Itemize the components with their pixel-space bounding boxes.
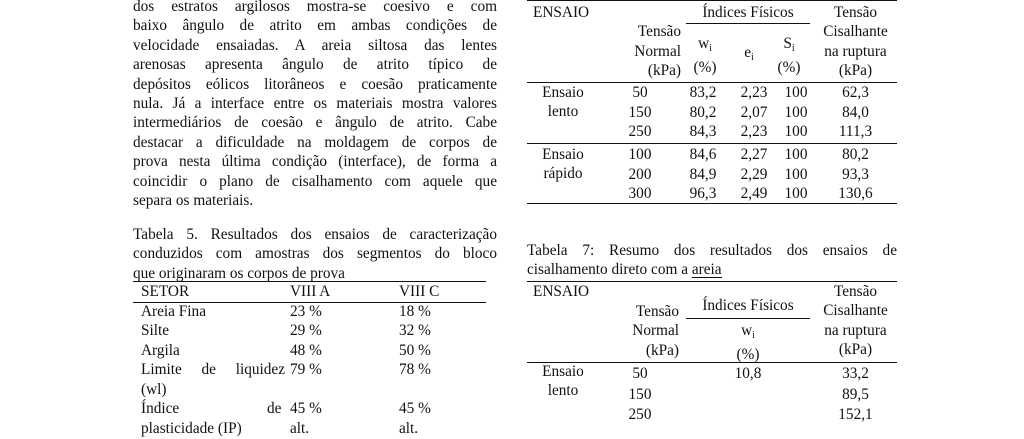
left-column bbox=[133, 0, 497, 210]
paragraph-line: arenosas apresenta ângulo de atrito típico de bbox=[133, 56, 497, 74]
paragraph-line: nula. Já a interface entre os materiais mostra valores bbox=[133, 95, 497, 113]
row-label: de bbox=[267, 400, 282, 418]
table-row: 200 84,9 2,29 100 93,3 bbox=[628, 165, 869, 183]
header-tensao-normal: Tensão Normal (kPa) bbox=[632, 303, 679, 359]
table-row: 50 83,2 2,23 100 62,3 bbox=[632, 84, 869, 101]
cell-viii-a: 29 % bbox=[290, 322, 322, 340]
header-ei: $e_i$ bbox=[744, 44, 754, 63]
table6-group2-rows bbox=[609, 145, 897, 204]
table-row bbox=[133, 360, 486, 399]
group-label-rapido: Ensaio rápido bbox=[542, 146, 584, 183]
cell-viii-a: 23 % bbox=[290, 303, 322, 320]
paragraph-line: destacar a dificuldade na moldagem de corpos de bbox=[133, 133, 497, 151]
body-paragraph bbox=[133, 0, 497, 210]
header-wi: $w_i$ (%) bbox=[693, 35, 717, 77]
paragraph-line: velocidade ensaiadas. A areia siltosa das lentes bbox=[133, 36, 497, 54]
table6-top-rule bbox=[527, 0, 897, 1]
table6-group1-rows bbox=[609, 83, 897, 142]
table-row bbox=[133, 302, 486, 321]
cell-viii-c: 50 % bbox=[399, 341, 431, 359]
header-tensao-cisalhante: Tensão Cisalhante na ruptura (kPa) bbox=[823, 283, 888, 359]
table5-caption bbox=[133, 225, 497, 283]
header-setor: SETOR bbox=[141, 283, 190, 300]
paragraph-line: dos estratos argilosos mostra-se coesivo e com bbox=[133, 0, 497, 15]
header-wi: $w_i$ (%) bbox=[736, 322, 760, 364]
table7 bbox=[527, 282, 897, 437]
table7-rows bbox=[609, 364, 897, 426]
table-row: 50 10,8 33,2 bbox=[632, 365, 869, 382]
table-row bbox=[133, 321, 486, 340]
cell-viii-c: 78 % bbox=[399, 361, 431, 379]
paragraph-line: baixo ângulo de atrito em ambas condições de bbox=[133, 17, 497, 35]
table-row: 100 84,6 2,27 100 80,2 bbox=[628, 146, 869, 163]
row-label: (wl) bbox=[141, 380, 167, 398]
table-row: 300 96,3 2,49 100 130,6 bbox=[628, 185, 873, 202]
cell-viii-c: alt. bbox=[399, 419, 419, 437]
header-ensaio: ENSAIO bbox=[533, 283, 590, 300]
table-row: 250 152,1 bbox=[628, 406, 873, 423]
paragraph-line: separa os materiais. bbox=[133, 192, 254, 210]
group-label-lento: Ensaio lento bbox=[542, 363, 584, 400]
table-row bbox=[133, 341, 486, 360]
row-label: Areia Fina bbox=[141, 303, 206, 320]
paragraph-line: coincidir o plano de cisalhamento com aquele que bbox=[133, 172, 497, 190]
header-viii-a: VIII A bbox=[290, 283, 331, 300]
header-tensao-cisalhante: Tensão Cisalhante na ruptura (kPa) bbox=[823, 4, 888, 80]
caption-line: que originaram os corpos de prova bbox=[133, 264, 345, 282]
paragraph-line: intermediários de coesão e ângulo de atrito. Cabe bbox=[133, 114, 497, 132]
caption-line: cisalhamento direto com a areia bbox=[527, 261, 722, 279]
table-row: 150 89,5 bbox=[628, 385, 869, 403]
header-tensao-normal: Tensão Normal (kPa) bbox=[634, 23, 681, 80]
row-label: Limite de liquidez bbox=[141, 361, 285, 379]
row-label: plasticidade (IP) bbox=[141, 419, 242, 437]
cell-viii-c: 18 % bbox=[399, 303, 431, 320]
table5-header-row bbox=[133, 282, 486, 302]
caption-line: conduzidos com amostras dos segmentos do bloco bbox=[133, 245, 497, 263]
row-label: Argila bbox=[141, 341, 180, 359]
table-row bbox=[133, 399, 486, 438]
cell-viii-a: 48 % bbox=[290, 341, 322, 359]
caption-line: Tabela 5. Resultados dos ensaios de caracterização bbox=[133, 226, 497, 243]
header-indices-fisicos: Índices Físicos bbox=[702, 4, 794, 21]
header-indices-fisicos: Índices Físicos bbox=[702, 297, 794, 314]
table-row: 150 80,2 2,07 100 84,0 bbox=[628, 103, 869, 121]
row-label: Silte bbox=[141, 322, 170, 340]
row-label: Índice bbox=[141, 400, 180, 418]
header-viii-c: VIII C bbox=[399, 283, 440, 300]
group-label-lento: Ensaio lento bbox=[542, 84, 584, 121]
table5 bbox=[133, 282, 486, 438]
cell-viii-c: 45 % bbox=[399, 400, 431, 418]
table-row: 250 84,3 2,23 100 111,3 bbox=[628, 123, 873, 140]
header-si: $S_i$ (%) bbox=[777, 35, 801, 77]
header-ensaio: ENSAIO bbox=[533, 4, 590, 21]
cell-viii-c: 32 % bbox=[399, 322, 431, 340]
cell-viii-a: 79 % bbox=[290, 361, 322, 379]
paragraph-line: prova nesta última condição (interface), de forma a bbox=[133, 153, 497, 171]
cell-viii-a: 45 % bbox=[290, 400, 322, 418]
table6 bbox=[527, 3, 897, 203]
cell-viii-a: alt. bbox=[290, 419, 310, 437]
table7-caption bbox=[527, 241, 897, 280]
paragraph-line: depósitos eólicos litorâneos e coesão praticamente bbox=[133, 75, 497, 93]
caption-line: Tabela 7: Resumo dos resultados dos ensaios de bbox=[527, 242, 897, 259]
